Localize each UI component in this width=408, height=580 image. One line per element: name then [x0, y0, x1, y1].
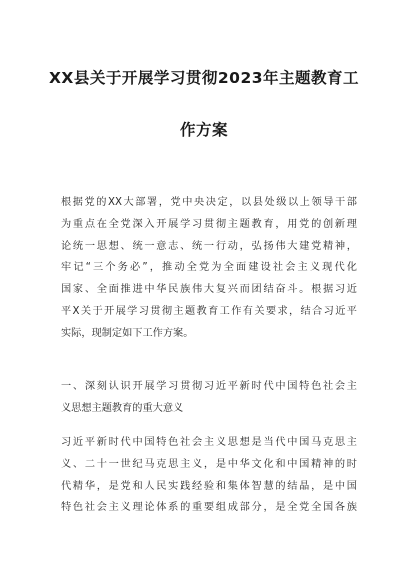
- paragraph-line: 根据党的XX大部署，党中央决定，以县处级以上领导干部: [61, 197, 357, 208]
- paragraph-line: 习近平新时代中国特色社会主义思想是当代中国马克思主: [61, 437, 357, 448]
- paragraph-line: 代精华，是党和人民实践经验和集体智慧的结晶，是中国: [61, 480, 357, 492]
- paragraph-line: 为重点在全党深入开展学习贯彻主题教育，用党的创新理: [61, 218, 357, 230]
- paragraph-section-1-body: [61, 432, 357, 519]
- paragraph-line: 论统一思想、统一意志、统一行动，弘扬伟大建党精神，: [61, 240, 357, 252]
- paragraph-line: 义、二十一世纪马克思主义，是中华文化和中国精神的时: [61, 458, 357, 470]
- paragraph-line: 国家、全面推进中华民族伟大复兴而团结奋斗。根据习近: [61, 284, 357, 296]
- heading-line: 义思想主题教育的重大意义: [61, 402, 184, 414]
- paragraph-intro: [61, 192, 357, 345]
- document-title-line-2: 作方案: [179, 121, 228, 139]
- paragraph-line: 牢记“三个务必”，推动全党为全面建设社会主义现代化: [61, 262, 357, 274]
- heading-line: 一、深刻认识开展学习贯彻习近平新时代中国特色社会主: [61, 381, 357, 392]
- document-title-line-1: XX县关于开展学习贯彻2023年主题教育工: [48, 69, 360, 87]
- paragraph-line: 特色社会主义理论体系的重要组成部分，是全党全国各族: [61, 502, 357, 514]
- section-heading-1: [61, 376, 357, 420]
- paragraph-line: 实际，现制定如下工作方案。: [61, 327, 194, 339]
- paragraph-line: 平X关于开展学习贯彻主题教育工作有关要求，结合习近平: [61, 305, 357, 317]
